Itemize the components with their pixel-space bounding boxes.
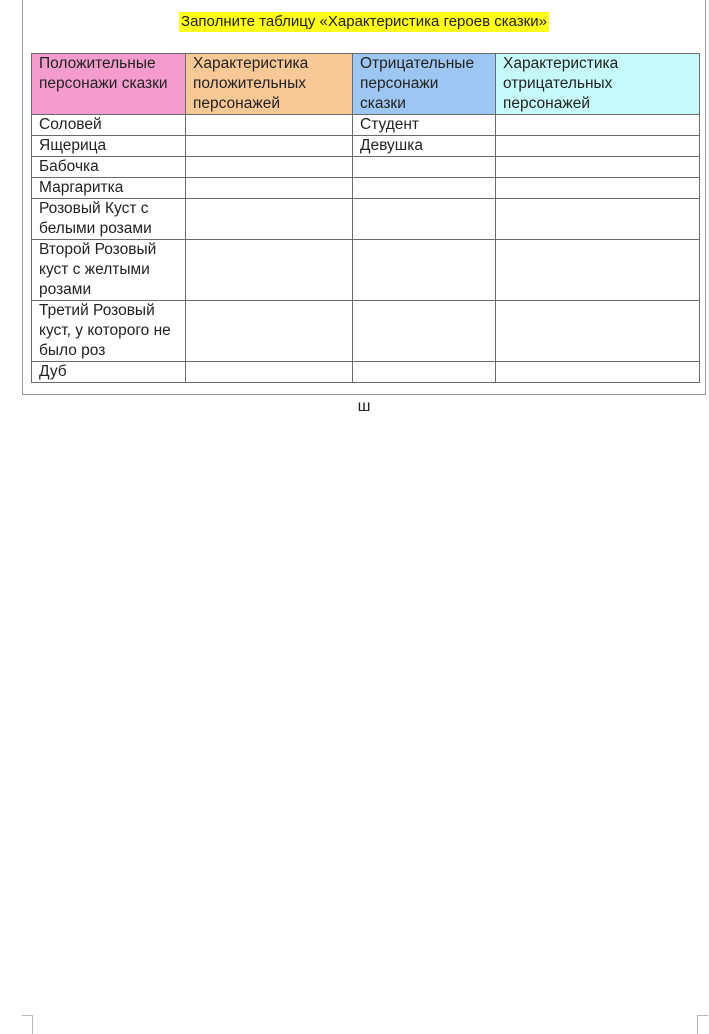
heroes-table: [31, 53, 700, 383]
document-title: Заполните таблицу «Характеристика героев сказки»: [181, 13, 547, 30]
table-cell[interactable]: [186, 301, 353, 362]
table-cell[interactable]: [186, 136, 353, 157]
table-cell[interactable]: [353, 199, 496, 240]
table-row: [32, 115, 700, 136]
table-cell[interactable]: [496, 362, 700, 383]
table-row: [32, 157, 700, 178]
page-corner-right: [697, 1015, 708, 1034]
table-cell[interactable]: [353, 240, 496, 301]
header-positive-traits: Характеристика положительных персонажей: [186, 54, 353, 115]
table-header-row: [32, 54, 700, 115]
table-cell[interactable]: Розовый Куст с белыми розами: [32, 199, 186, 240]
table-cell[interactable]: [353, 157, 496, 178]
header-negative-traits: Характеристика отрицательных персонажей: [496, 54, 700, 115]
table-cell[interactable]: [353, 178, 496, 199]
title-wrap: [23, 12, 705, 32]
table-cell[interactable]: Студент: [353, 115, 496, 136]
table-cell[interactable]: [186, 178, 353, 199]
table-row: [32, 136, 700, 157]
table-cell[interactable]: Маргаритка: [32, 178, 186, 199]
table-row: [32, 240, 700, 301]
table-cell[interactable]: [496, 178, 700, 199]
table-cell[interactable]: [496, 136, 700, 157]
table-cell[interactable]: [186, 199, 353, 240]
table-cell[interactable]: [496, 301, 700, 362]
document-page: [22, 0, 706, 395]
table-row: [32, 199, 700, 240]
header-negative-characters: Отрицательные персонажи сказки: [353, 54, 496, 115]
table-cell[interactable]: [353, 362, 496, 383]
table-cell[interactable]: [496, 157, 700, 178]
table-cell[interactable]: [186, 157, 353, 178]
table-cell[interactable]: [186, 240, 353, 301]
table-cell[interactable]: [353, 301, 496, 362]
footer-mark: ш: [357, 398, 371, 415]
table-cell[interactable]: [496, 115, 700, 136]
table-cell[interactable]: Ящерица: [32, 136, 186, 157]
table-cell[interactable]: [496, 240, 700, 301]
table-cell[interactable]: Третий Розовый куст, у которого не было роз: [32, 301, 186, 362]
table-cell[interactable]: [496, 199, 700, 240]
header-positive-characters: Положительные персонажи сказки: [32, 54, 186, 115]
page-corner-left: [22, 1015, 33, 1034]
table-row: [32, 178, 700, 199]
table-cell[interactable]: Соловей: [32, 115, 186, 136]
table-cell[interactable]: [186, 115, 353, 136]
table-cell[interactable]: Дуб: [32, 362, 186, 383]
table-cell[interactable]: Бабочка: [32, 157, 186, 178]
table-row: [32, 301, 700, 362]
table-row: [32, 362, 700, 383]
table-cell[interactable]: Девушка: [353, 136, 496, 157]
table-cell[interactable]: [186, 362, 353, 383]
table-cell[interactable]: Второй Розовый куст с желтыми розами: [32, 240, 186, 301]
